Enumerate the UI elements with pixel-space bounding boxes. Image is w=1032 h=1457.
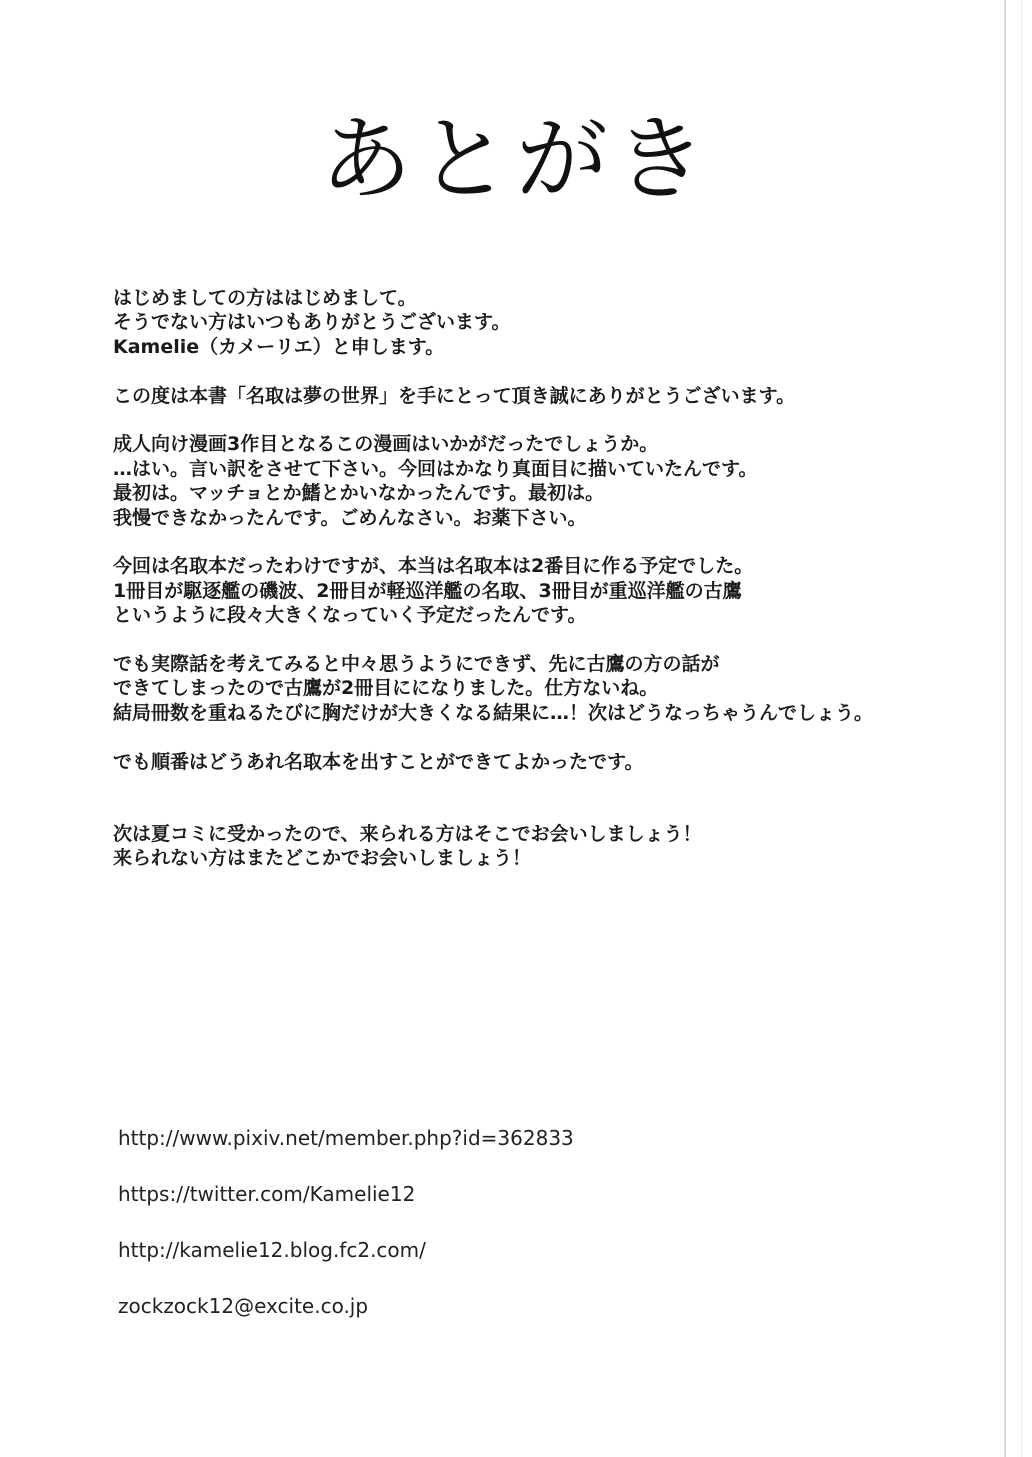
paragraph-thanks — [113, 384, 993, 408]
text-line: 1冊目が駆逐艦の磯波、2冊目が軽巡洋艦の名取、3冊目が重巡洋艦の古鷹 — [113, 579, 742, 602]
contact-links — [118, 1124, 574, 1348]
text-line: この度は本書「名取は夢の世界」を手にとって頂き誠にありがとうございます。 — [113, 384, 796, 407]
page-title: あとがき — [319, 106, 712, 213]
afterword-body — [113, 286, 993, 895]
text-line: 成人向け漫画3作目となるこの漫画はいかがだったでしょうか。 — [113, 433, 659, 456]
text-line: …はい。言い訳をさせて下さい。今回はかなり真面目に描いていたんです。 — [113, 457, 758, 480]
twitter-link[interactable]: https://twitter.com/Kamelie12 — [118, 1182, 416, 1206]
text-line: でも順番はどうあれ名取本を出すことができてよかったです。 — [113, 750, 644, 773]
text-line: はじめましての方ははじめまして。 — [113, 287, 417, 309]
text-line: 最初は。マッチョとか鰭とかいなかったんです。最初は。 — [113, 482, 605, 505]
paragraph-comiket — [113, 822, 993, 871]
text-line: そうでない方はいつもありがとうございます。 — [113, 311, 511, 334]
paragraph-glad — [113, 750, 993, 774]
text-line: でも実際話を考えてみると中々思うようにできず、先に古鷹の方の話が — [113, 653, 720, 676]
pixiv-link[interactable]: http://www.pixiv.net/member.php?id=362833 — [118, 1126, 574, 1150]
blog-link[interactable]: http://kamelie12.blog.fc2.com/ — [118, 1238, 426, 1262]
text-line: できてしまったので古鷹が2冊目にになりました。仕方ないね。 — [113, 677, 659, 700]
text-line: 我慢できなかったんです。ごめんなさい。お薬下さい。 — [113, 506, 587, 529]
paragraph-plan — [113, 554, 993, 627]
text-line: 次は夏コミに受かったので、来られる方はそこでお会いしましょう！ — [113, 823, 702, 846]
paragraph-greeting — [113, 286, 993, 359]
paragraph-reality — [113, 652, 993, 725]
paragraph-third-work — [113, 432, 993, 530]
text-line: 結局冊数を重ねるたびに胸だけが大きくなる結果に…！次はどうなっちゃうんでしょう。 — [113, 701, 874, 724]
text-line: 今回は名取本だったわけですが、本当は名取本は2番目に作る予定でした。 — [113, 555, 754, 578]
text-line: というように段々大きくなっていく予定だったんです。 — [113, 604, 587, 627]
email-link[interactable]: zockzock12@excite.co.jp — [118, 1294, 369, 1318]
text-line: Kamelie（カメーリエ）と申します。 — [113, 335, 445, 358]
text-line: 来られない方はまたどこかでお会いしましょう！ — [113, 847, 532, 870]
